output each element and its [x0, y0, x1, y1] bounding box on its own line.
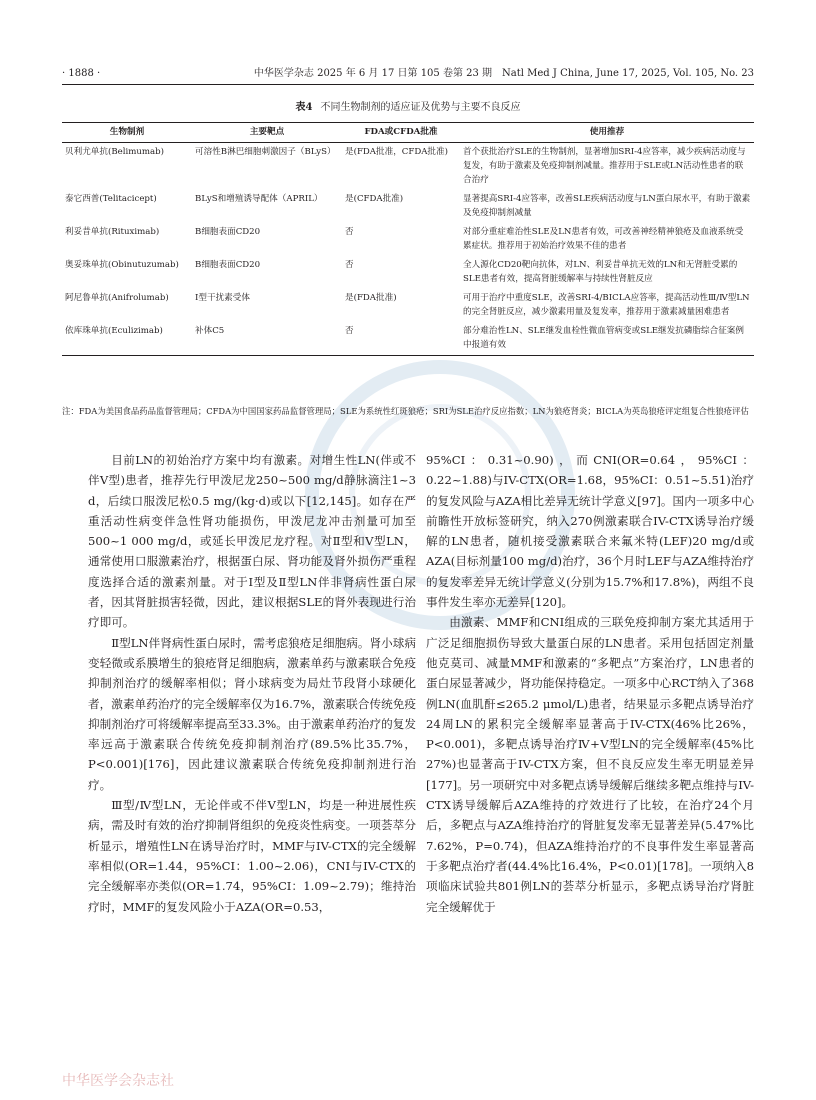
table-cell: BLyS和增殖诱导配体（APRIL）: [195, 194, 323, 204]
publisher-logo: 中华医学会杂志社: [62, 1073, 174, 1089]
table-cell: Ⅰ型干扰素受体: [195, 293, 250, 303]
table-cell: 是(CFDA批准): [345, 194, 404, 204]
table-label: 表4: [295, 102, 313, 113]
table-cell: 否: [345, 227, 354, 237]
body-paragraph: 95%CI：0.31~0.90)，而CNI(OR=0.64，95%CI：0.22~1.88)与IV-CTX(OR=1.68，95%CI：0.51~5.51)治疗的复发风险与AZA相比差异无统计学意义[97]。国内一项多中心前瞻性开放标签研究，纳入270例激素联合IV-CTX诱导治疗缓解的LN患者，随机接受激素联合来氟米特(LEF)20 mg/d或AZA(目标剂量100 mg/d)治疗，36个月时LEF与AZA维持治疗的复发率差异无统计学意义(分别为15.7%和17.8%)，两组不良事件发生率亦无差异[120]。: [426, 453, 754, 610]
table-cell: 首个获批治疗SLE的生物制剂，显著增加SRI-4应答率，减少疾病活动度与复发，有助于激素及免疫抑制剂减量。推荐用于SLE或LN活动性患者的联合治疗: [463, 147, 746, 185]
body-paragraph: 目前LN的初始治疗方案中均有激素。对增生性LN(伴或不伴Ⅴ型)患者，推荐先行甲泼尼龙250~500 mg/d静脉滴注1~3 d，后续口服泼尼松0.5 mg/(kg·d)或以下[12,145]。如存在严重活动性病变伴急性肾功能损伤，甲泼尼龙冲击剂量可加至500~1 000 mg/d，或延长甲泼尼龙疗程。对Ⅱ型和Ⅴ型LN，通常使用口服激素治疗，根据蛋白尿、肾功能及肾外损伤严重程度选择合适的激素剂量。对于Ⅰ型及Ⅱ型LN伴非肾病性蛋白尿者，因其肾脏损害轻微，因此，建议根据SLE的肾外表现进行治疗即可。: [88, 453, 416, 630]
body-column-left: [88, 450, 416, 917]
body-column-right: [426, 450, 754, 917]
table-cell: 全人源化CD20靶向抗体，对LN、利妥昔单抗无效的LN和无肾脏受累的SLE患者有效，提高肾脏缓解率与持续性肾脏反应: [463, 260, 738, 284]
table-row: [62, 190, 754, 223]
table-row: [62, 322, 754, 356]
table-cell: 部分难治性LN、SLE继发血栓性微血管病变或SLE继发抗磷脂综合征案例中报道有效: [460, 322, 754, 356]
table-header-row: [62, 123, 754, 143]
body-paragraph: Ⅱ型LN伴肾病性蛋白尿时，需考虑狼疮足细胞病。肾小球病变轻微或系膜增生的狼疮肾足细胞病，激素单药与激素联合免疫抑制剂治疗的缓解率相似；肾小球病变为局灶节段肾小球硬化者，激素单药治疗的完全缓解率仅为16.7%，激素联合传统免疫抑制剂治疗可将缓解率提高至33.3%。由于激素单药治疗的复发率远高于激素联合传统免疫抑制剂治疗(89.5%比35.7%，P<0.001)[176]，因此建议激素联合传统免疫抑制剂进行治疗。: [88, 635, 416, 792]
table-caption: [62, 100, 754, 116]
table-cell: B细胞表面CD20: [195, 227, 261, 237]
table-cell: 可溶性B淋巴细胞刺激因子（BLyS）: [195, 147, 336, 157]
column-header: 使用推荐: [460, 123, 754, 143]
column-header: 主要靶点: [192, 123, 342, 143]
table-footnote: 注：FDA为美国食品药品监督管理局；CFDA为中国国家药品监督管理局；SLE为系统性红斑狼疮；SRI为SLE治疗反应指数；LN为狼疮肾炎；BICLA为英岛狼疮评定组复合性狼疮评估: [62, 406, 749, 416]
biologics-table: [62, 122, 754, 356]
page-number: · 1888 ·: [62, 68, 101, 79]
running-head: [62, 66, 754, 82]
table-cell: 是(FDA批准，CFDA批准): [345, 147, 448, 157]
table-cell: 奥妥珠单抗(Obinutuzumab): [65, 260, 179, 270]
body-paragraph: Ⅲ型/Ⅳ型LN，无论伴或不伴Ⅴ型LN，均是一种进展性疾病，需及时有效的治疗抑制肾组织的免疫炎性病变。一项荟萃分析显示，增殖性LN在诱导治疗时，MMF与IV-CTX的完全缓解率相似(OR=1.44，95%CI：1.00~2.06)，CNI与IV-CTX的完全缓解率亦类似(OR=1.74，95%CI：1.09~2.79)；维持治疗时，MMF的复发风险小于AZA(OR=0.53，: [88, 798, 416, 914]
header-rule: [62, 84, 754, 85]
table-row: [62, 289, 754, 322]
table-cell: 否: [345, 260, 354, 270]
table-cell: 依库珠单抗(Eculizimab): [62, 322, 192, 356]
table-row: [62, 223, 754, 256]
table-row: [62, 143, 754, 191]
body-paragraph: 由激素、MMF和CNI组成的三联免疫抑制方案尤其适用于广泛足细胞损伤导致大量蛋白尿的LN患者。采用包括固定剂量他克莫司、减量MMF和激素的“多靶点”方案治疗，LN患者的蛋白尿显著减少，肾功能保持稳定。一项多中心RCT纳入了368例LN(血肌酐≤265.2 μmol/L)患者，结果显示多靶点诱导治疗24周LN的累积完全缓解率显著高于IV-CTX(46%比26%，P<0.001)，多靶点诱导治疗Ⅳ+Ⅴ型LN的完全缓解率(45%比27%)也显著高于IV-CTX方案，但不良反应发生率无明显差异[177]。另一项研究中对多靶点诱导缓解后继续多靶点维持与IV-CTX诱导缓解后AZA维持的疗效进行了比较，在治疗24个月后，多靶点与AZA维持治疗的肾脏复发率无显著差异(5.47%比7.62%，P=0.74)，但AZA维持治疗的不良事件发生率显著高于多靶点治疗者(44.4%比16.4%，P<0.01)[178]。一项纳入8项临床试验共801例LN的荟萃分析显示，多靶点诱导治疗肾脏完全缓解优于: [426, 615, 754, 914]
table-cell: 可用于治疗中重度SLE，改善SRI-4/BICLA应答率，提高活动性Ⅲ/Ⅳ型LN的完全肾脏反应，减少激素用量及复发率，推荐用于激素减量困难患者: [463, 293, 750, 317]
table-cell: 贝利尤单抗(Belimumab): [65, 147, 165, 157]
table-cell: B细胞表面CD20: [195, 260, 261, 270]
table-cell: 泰它西普(Telitacicept): [65, 194, 157, 204]
table-cell: 是(FDA批准): [345, 293, 397, 303]
table-cell: 显著提高SRI-4应答率，改善SLE疾病活动度与LN蛋白尿水平，有助于激素及免疫抑制剂减量: [463, 194, 751, 218]
column-header: 生物制剂: [62, 123, 192, 143]
table-cell: 阿尼鲁单抗(Anifrolumab): [65, 293, 169, 303]
journal-citation-line: 中华医学杂志 2025 年 6 月 17 日第 105 卷第 23 期 Natl Med J China, June 17, 2025, Vol. 105, No. 23: [253, 68, 754, 79]
table-cell: 对部分重症难治性SLE及LN患者有效，可改善神经精神狼疮及血液系统受累症状。推荐用于初始治疗效果不佳的患者: [463, 227, 744, 251]
table-cell: 补体C5: [192, 322, 342, 356]
column-header: FDA或CFDA批准: [342, 123, 460, 143]
table-title: 不同生物制剂的适应证及优势与主要不良反应: [320, 102, 521, 113]
table-row: [62, 256, 754, 289]
table-cell: 否: [342, 322, 460, 356]
table-cell: 利妥昔单抗(Rituximab): [65, 227, 160, 237]
